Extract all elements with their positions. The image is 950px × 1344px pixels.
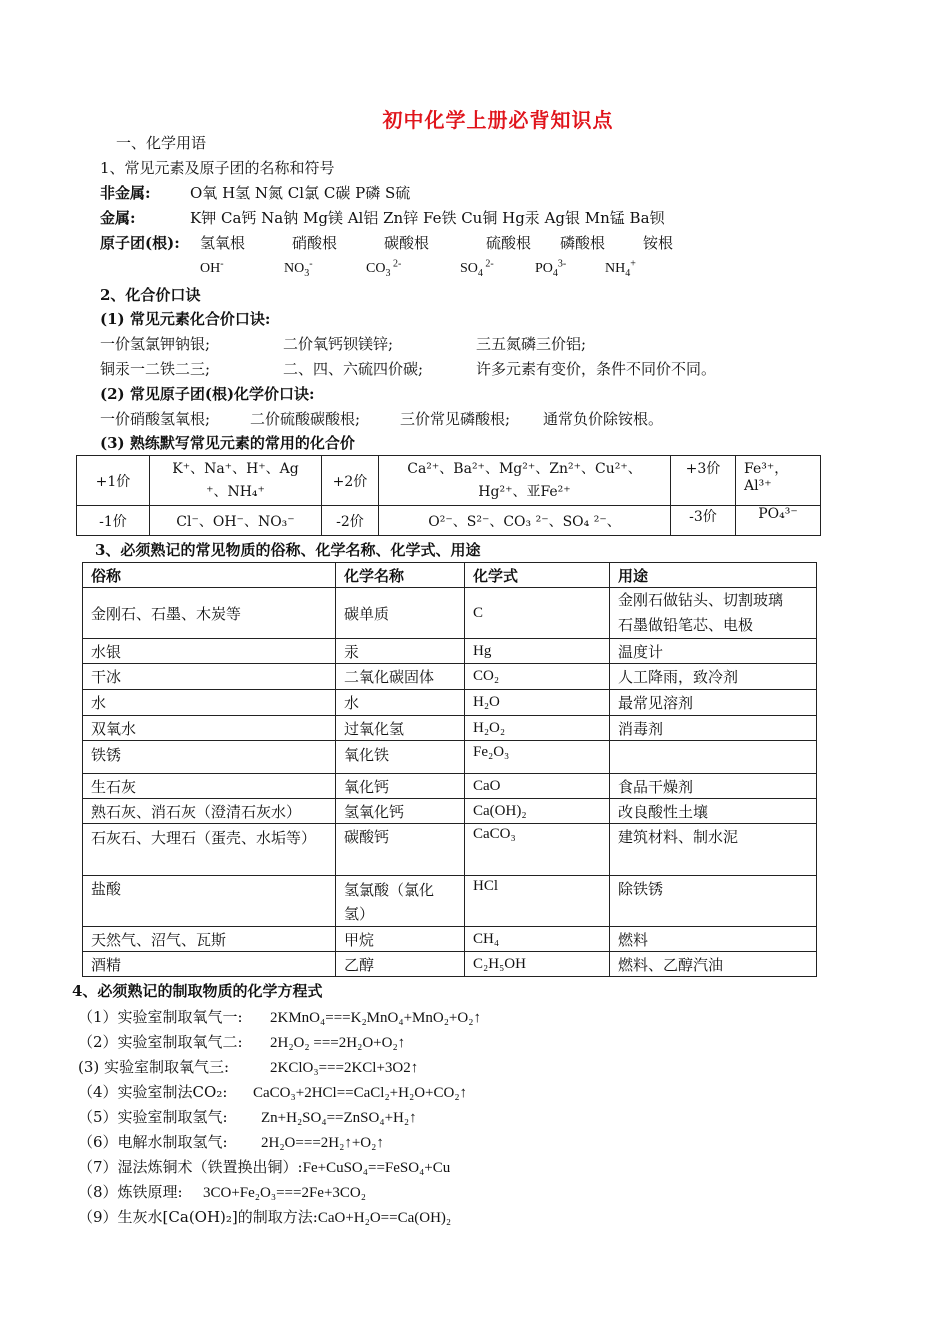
table-row — [83, 824, 817, 876]
table-row — [83, 774, 817, 799]
table-row — [77, 456, 821, 506]
table-row — [83, 741, 817, 774]
valence-label: +2价 — [322, 456, 379, 506]
table-row — [83, 799, 817, 824]
cell-common: 干冰 — [83, 664, 336, 690]
table-row — [83, 639, 817, 664]
cell-common: 金刚石、石墨、木炭等 — [83, 588, 336, 639]
cell-common: 铁锈 — [83, 741, 336, 774]
valence-cell: K⁺、Na⁺、H⁺、Ag ⁺、NH₄⁺ — [150, 456, 322, 506]
cell-use: 消毒剂 — [610, 716, 817, 741]
column-header: 化学式 — [465, 563, 610, 588]
equation-formula: 2H₂O₂ ===2H₂O+O₂↑ — [270, 1035, 406, 1051]
equation-line — [78, 1181, 366, 1204]
table-row — [77, 506, 821, 536]
metal-label: 金属: — [100, 209, 136, 227]
cell-use: 温度计 — [610, 639, 817, 664]
section-2-1-heading: (1) 常见元素化合价口诀: — [100, 310, 271, 328]
cell-name: 碳单质 — [336, 588, 465, 639]
rhyme-line: 二价硫酸碳酸根; — [250, 410, 361, 428]
equation-label: （7）湿法炼铜术（铁置换出铜）: — [78, 1158, 303, 1176]
radical-formula: $NH_4^+$ — [605, 258, 636, 279]
cell-common: 石灰石、大理石（蛋壳、水垢等） — [83, 824, 336, 876]
equation-label: （2）实验室制取氧气二: — [78, 1033, 243, 1051]
cell-name: 氧化钙 — [336, 774, 465, 799]
valence-cell: Ca²⁺、Ba²⁺、Mg²⁺、Zn²⁺、Cu²⁺、 Hg²⁺、亚Fe²⁺ — [379, 456, 671, 506]
table-row — [83, 690, 817, 716]
radical-name: 铵根 — [643, 234, 674, 252]
valence-label: +3价 — [671, 456, 736, 506]
valence-table — [76, 455, 821, 536]
table-header-row — [83, 563, 817, 588]
equation-line — [78, 1156, 450, 1179]
rhyme-line: 通常负价除铵根。 — [543, 410, 664, 428]
cell-name: 二氧化碳固体 — [336, 664, 465, 690]
table-row — [83, 876, 817, 927]
nonmetal-line — [100, 182, 410, 204]
cell-formula: HCl — [465, 876, 610, 927]
cell-formula: C — [465, 588, 610, 639]
cell-use: 燃料、乙醇汽油 — [610, 952, 817, 977]
valence-label: -3价 — [671, 506, 736, 536]
rhyme-line: 铜汞一二铁二三; — [100, 360, 211, 378]
cell-use: 金刚石做钻头、切割玻璃 石墨做铅笔芯、电极 — [610, 588, 817, 639]
cell-formula: CaCO₃ — [465, 824, 610, 876]
equation-line — [78, 1206, 451, 1229]
cell-name: 过氧化氢 — [336, 716, 465, 741]
radical-name: 磷酸根 — [560, 234, 606, 252]
equation-line — [78, 1031, 405, 1054]
metal-elements: K钾 Ca钙 Na钠 Mg镁 Al铝 Zn锌 Fe铁 Cu铜 Hg汞 Ag银 Mn锰 Ba钡 — [190, 209, 665, 227]
equation-line — [78, 1106, 417, 1129]
radical-formula: $NO_3^-$ — [284, 258, 313, 279]
rhyme-line: 二价氧钙钡镁锌; — [283, 335, 394, 353]
equation-line — [78, 1081, 467, 1104]
cell-use: 改良酸性土壤 — [610, 799, 817, 824]
radical-name: 硫酸根 — [486, 234, 532, 252]
cell-use — [610, 741, 817, 774]
cell-name: 氧化铁 — [336, 741, 465, 774]
section-1-1-heading: 1、常见元素及原子团的名称和符号 — [100, 159, 335, 177]
equation-formula: Fe+CuSO₄==FeSO₄+Cu — [302, 1160, 451, 1176]
equation-label: （1）实验室制取氧气一: — [78, 1008, 243, 1026]
radical-formula: OH- — [200, 258, 224, 276]
equation-line — [78, 1131, 384, 1154]
page-title: 初中化学上册必背知识点 — [382, 108, 614, 132]
cell-name: 汞 — [336, 639, 465, 664]
cell-name: 碳酸钙 — [336, 824, 465, 876]
cell-name: 甲烷 — [336, 927, 465, 952]
section-2-3-heading: (3) 熟练默写常见元素的常用的化合价 — [100, 434, 355, 452]
table-row — [83, 588, 817, 639]
radical-formula: $SO_4$ $^{2-}$ — [460, 258, 494, 279]
cell-formula: Fe₂O₃ — [465, 741, 610, 774]
cell-name: 氢氯酸（氯化氢） — [336, 876, 465, 927]
valence-cell: Fe³⁺，Al³⁺ — [736, 456, 821, 506]
section-2-heading: 2、化合价口诀 — [100, 286, 201, 304]
rhyme-line: 许多元素有变价，条件不同价不同。 — [476, 360, 717, 378]
equation-label: （6）电解水制取氢气: — [78, 1133, 228, 1151]
equation-formula: Zn+H₂SO₄==ZnSO₄+H₂↑ — [261, 1110, 417, 1126]
valence-cell: O²⁻、S²⁻、CO₃ ²⁻、SO₄ ²⁻、 — [379, 506, 671, 536]
equation-line — [78, 1056, 418, 1079]
cell-use: 建筑材料、制水泥 — [610, 824, 817, 876]
cell-formula: H₂O — [465, 690, 610, 716]
valence-label: +1价 — [77, 456, 150, 506]
column-header: 用途 — [610, 563, 817, 588]
radical-names-line — [100, 232, 180, 254]
valence-label: -1价 — [77, 506, 150, 536]
valence-cell: Cl⁻、OH⁻、NO₃⁻ — [150, 506, 322, 536]
cell-common: 天然气、沼气、瓦斯 — [83, 927, 336, 952]
section-2-2-heading: (2) 常见原子团(根)化学价口诀: — [100, 385, 315, 403]
cell-formula: Ca(OH)₂ — [465, 799, 610, 824]
radical-name: 碳酸根 — [384, 234, 430, 252]
substances-table — [82, 562, 817, 977]
cell-use: 燃料 — [610, 927, 817, 952]
equation-formula: 2KClO₃===2KCl+3O2↑ — [270, 1060, 419, 1076]
cell-name: 氢氧化钙 — [336, 799, 465, 824]
nonmetal-label: 非金属: — [100, 184, 151, 202]
cell-formula: H₂O₂ — [465, 716, 610, 741]
equation-label: （9）生灰水[Ca(OH)₂]的制取方法: — [78, 1208, 318, 1226]
rhyme-line: 三五氮磷三价铝; — [476, 335, 587, 353]
equation-label: （8）炼铁原理: — [78, 1183, 183, 1201]
metal-line — [100, 207, 665, 229]
table-row — [83, 952, 817, 977]
table-row — [83, 927, 817, 952]
cell-formula: CH₄ — [465, 927, 610, 952]
equation-formula: 2KMnO₄===K₂MnO₄+MnO₂+O₂↑ — [270, 1010, 481, 1026]
cell-common: 双氧水 — [83, 716, 336, 741]
cell-common: 生石灰 — [83, 774, 336, 799]
section-3-heading: 3、必须熟记的常见物质的俗称、化学名称、化学式、用途 — [95, 541, 481, 559]
cell-common: 酒精 — [83, 952, 336, 977]
equation-label: （4）实验室制法CO₂: — [78, 1083, 228, 1101]
rhyme-line: 二、四、六硫四价碳; — [283, 360, 424, 378]
cell-formula: Hg — [465, 639, 610, 664]
radical-formula: $PO_4^{3-}$ — [535, 258, 567, 279]
cell-use: 最常见溶剂 — [610, 690, 817, 716]
nonmetal-elements: O氧 H氢 N氮 Cl氯 C碳 P磷 S硫 — [190, 184, 411, 202]
cell-common: 熟石灰、消石灰（澄清石灰水） — [83, 799, 336, 824]
cell-formula: C₂H₅OH — [465, 952, 610, 977]
cell-common: 水银 — [83, 639, 336, 664]
rhyme-line: 一价氢氯钾钠银; — [100, 335, 211, 353]
equation-formula: CaO+H₂O==Ca(OH)₂ — [317, 1210, 452, 1226]
section-1-heading: 一、化学用语 — [116, 134, 207, 152]
cell-name: 水 — [336, 690, 465, 716]
equation-formula: 3CO+Fe₂O₃===2Fe+3CO₂ — [203, 1185, 366, 1201]
radical-name: 氢氧根 — [200, 234, 246, 252]
cell-common: 盐酸 — [83, 876, 336, 927]
cell-common: 水 — [83, 690, 336, 716]
cell-use: 除铁锈 — [610, 876, 817, 927]
valence-cell: PO₄³⁻ — [736, 506, 821, 536]
valence-label: -2价 — [322, 506, 379, 536]
cell-use: 食品干燥剂 — [610, 774, 817, 799]
equation-label: （5）实验室制取氢气: — [78, 1108, 228, 1126]
cell-name: 乙醇 — [336, 952, 465, 977]
equation-label: (3) 实验室制取氧气三: — [78, 1058, 230, 1076]
equation-formula: CaCO₃+2HCl==CaCl₂+H₂O+CO₂↑ — [253, 1085, 468, 1101]
cell-formula: CaO — [465, 774, 610, 799]
column-header: 化学名称 — [336, 563, 465, 588]
cell-formula: CO₂ — [465, 664, 610, 690]
equation-line — [78, 1006, 481, 1029]
radical-label: 原子团(根): — [100, 234, 180, 252]
section-4-heading: 4、必须熟记的制取物质的化学方程式 — [72, 982, 323, 1000]
radical-name: 硝酸根 — [292, 234, 338, 252]
column-header: 俗称 — [83, 563, 336, 588]
table-row — [83, 664, 817, 690]
cell-use: 人工降雨，致冷剂 — [610, 664, 817, 690]
equation-formula: 2H₂O===2H₂↑+O₂↑ — [261, 1135, 384, 1151]
radical-formula: $CO_3$ $^{2-}$ — [366, 258, 402, 279]
rhyme-line: 三价常见磷酸根; — [400, 410, 511, 428]
table-row — [83, 716, 817, 741]
rhyme-line: 一价硝酸氢氧根; — [100, 410, 211, 428]
